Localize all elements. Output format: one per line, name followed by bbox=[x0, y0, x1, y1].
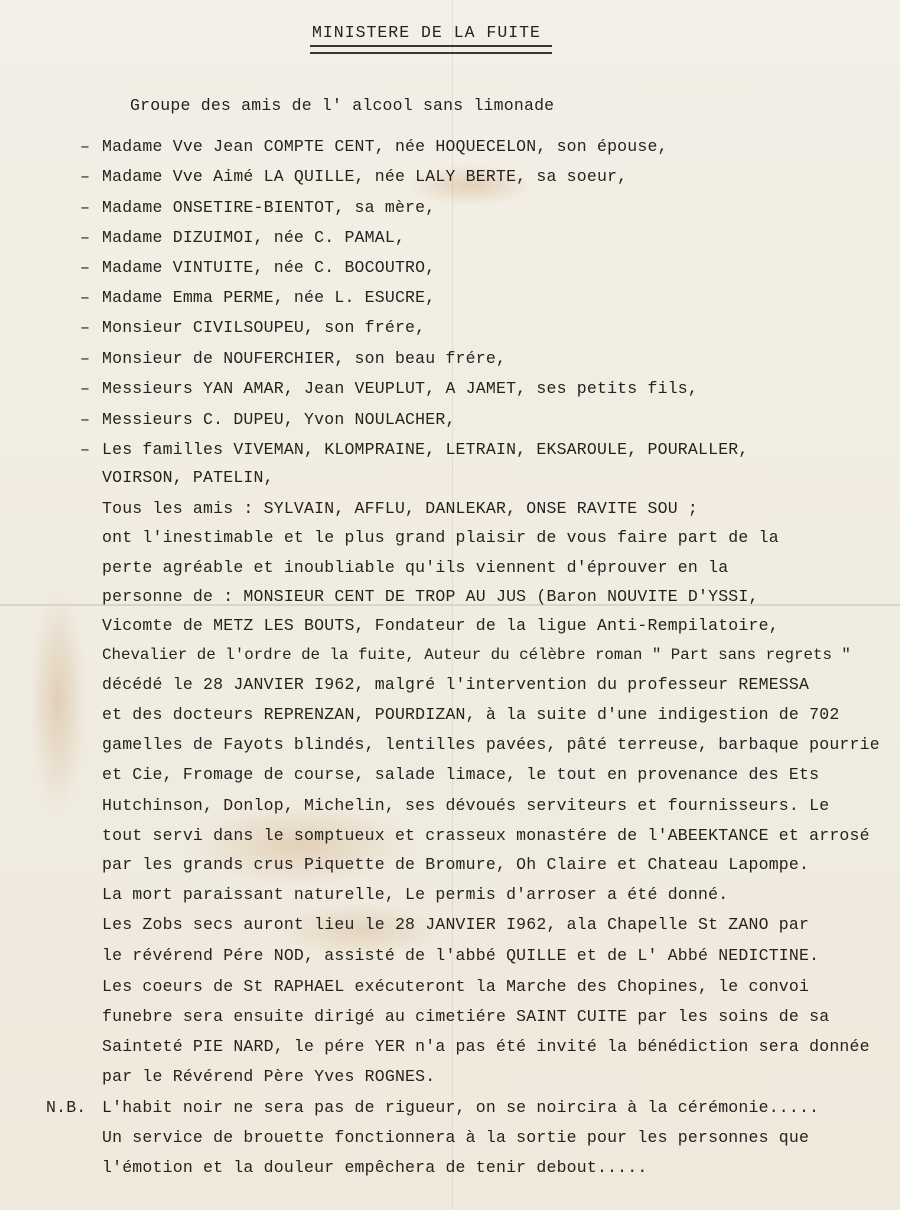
body-line: ont l'inestimable et le plus grand plaisir de vous faire part de la bbox=[102, 528, 779, 547]
body-line: perte agréable et inoubliable qu'ils viennent d'éprouver en la bbox=[102, 558, 729, 577]
list-dash: – bbox=[80, 349, 90, 368]
list-dash: – bbox=[80, 137, 90, 156]
body-line: par les grands crus Piquette de Bromure, Oh Claire et Chateau Lapompe. bbox=[102, 855, 810, 874]
list-item: Madame DIZUIMOI, née C. PAMAL, bbox=[102, 228, 406, 247]
body-line: personne de : MONSIEUR CENT DE TROP AU JUS (Baron NOUVITE D'YSSI, bbox=[102, 587, 759, 606]
list-item: Messieurs C. DUPEU, Yvon NOULACHER, bbox=[102, 410, 456, 429]
title-double-underline bbox=[310, 45, 552, 54]
document-title: MINISTERE DE LA FUITE bbox=[312, 23, 541, 42]
list-item: Madame ONSETIRE-BIENTOT, sa mère, bbox=[102, 198, 436, 217]
list-item: Les familles VIVEMAN, KLOMPRAINE, LETRAIN, EKSAROULE, POURALLER, bbox=[102, 440, 749, 459]
list-dash: – bbox=[80, 288, 90, 307]
body-line: Vicomte de METZ LES BOUTS, Fondateur de la ligue Anti-Rempilatoire, bbox=[102, 616, 779, 635]
list-dash: – bbox=[80, 167, 90, 186]
list-dash: – bbox=[80, 258, 90, 277]
body-line: par le Révérend Père Yves ROGNES. bbox=[102, 1067, 436, 1086]
body-line: et Cie, Fromage de course, salade limace, le tout en provenance des Ets bbox=[102, 765, 820, 784]
list-dash: – bbox=[80, 410, 90, 429]
list-item: Monsieur de NOUFERCHIER, son beau frére, bbox=[102, 349, 507, 368]
nb-line: L'habit noir ne sera pas de rigueur, on se noircira à la cérémonie..... bbox=[102, 1098, 820, 1117]
body-line: Hutchinson, Donlop, Michelin, ses dévoués serviteurs et fournisseurs. Le bbox=[102, 796, 830, 815]
body-line: tout servi dans le somptueux et crasseux monastére de l'ABEEKTANCE et arrosé bbox=[102, 826, 870, 845]
list-dash: – bbox=[80, 379, 90, 398]
list-dash: – bbox=[80, 198, 90, 217]
body-line: décédé le 28 JANVIER I962, malgré l'intervention du professeur REMESSA bbox=[102, 675, 810, 694]
body-line: Les Zobs secs auront lieu le 28 JANVIER I962, ala Chapelle St ZANO par bbox=[102, 915, 810, 934]
body-line: funebre sera ensuite dirigé au cimetiére SAINT CUITE par les soins de sa bbox=[102, 1007, 830, 1026]
list-dash: – bbox=[80, 318, 90, 337]
group-heading: Groupe des amis de l' alcool sans limonade bbox=[130, 96, 555, 115]
body-line: le révérend Pére NOD, assisté de l'abbé QUILLE et de L' Abbé NEDICTINE. bbox=[102, 946, 820, 965]
list-item: Madame Vve Aimé LA QUILLE, née LALY BERTE, sa soeur, bbox=[102, 167, 628, 186]
list-item: Madame Vve Jean COMPTE CENT, née HOQUECELON, son épouse, bbox=[102, 137, 668, 156]
nb-label: N.B. bbox=[46, 1098, 87, 1117]
body-line: et des docteurs REPRENZAN, POURDIZAN, à la suite d'une indigestion de 702 bbox=[102, 705, 840, 724]
list-dash: – bbox=[80, 440, 90, 459]
body-line: gamelles de Fayots blindés, lentilles pavées, pâté terreuse, barbaque pourrie bbox=[102, 735, 880, 754]
body-line: La mort paraissant naturelle, Le permis d'arroser a été donné. bbox=[102, 885, 729, 904]
list-dash: – bbox=[80, 228, 90, 247]
body-line: Les coeurs de St RAPHAEL exécuteront la Marche des Chopines, le convoi bbox=[102, 977, 810, 996]
nb-line: l'émotion et la douleur empêchera de tenir debout..... bbox=[102, 1158, 648, 1177]
body-line: Sainteté PIE NARD, le pére YER n'a pas été invité la bénédiction sera donnée bbox=[102, 1037, 870, 1056]
list-item: Madame Emma PERME, née L. ESUCRE, bbox=[102, 288, 436, 307]
nb-line: Un service de brouette fonctionnera à la sortie pour les personnes que bbox=[102, 1128, 810, 1147]
body-line: Tous les amis : SYLVAIN, AFFLU, DANLEKAR, ONSE RAVITE SOU ; bbox=[102, 499, 698, 518]
list-item: Madame VINTUITE, née C. BOCOUTRO, bbox=[102, 258, 436, 277]
list-item: Monsieur CIVILSOUPEU, son frére, bbox=[102, 318, 426, 337]
body-line: Chevalier de l'ordre de la fuite, Auteur du célèbre roman " Part sans regrets " bbox=[102, 646, 851, 664]
list-item-continuation: VOIRSON, PATELIN, bbox=[102, 468, 274, 487]
list-item: Messieurs YAN AMAR, Jean VEUPLUT, A JAMET, ses petits fils, bbox=[102, 379, 698, 398]
